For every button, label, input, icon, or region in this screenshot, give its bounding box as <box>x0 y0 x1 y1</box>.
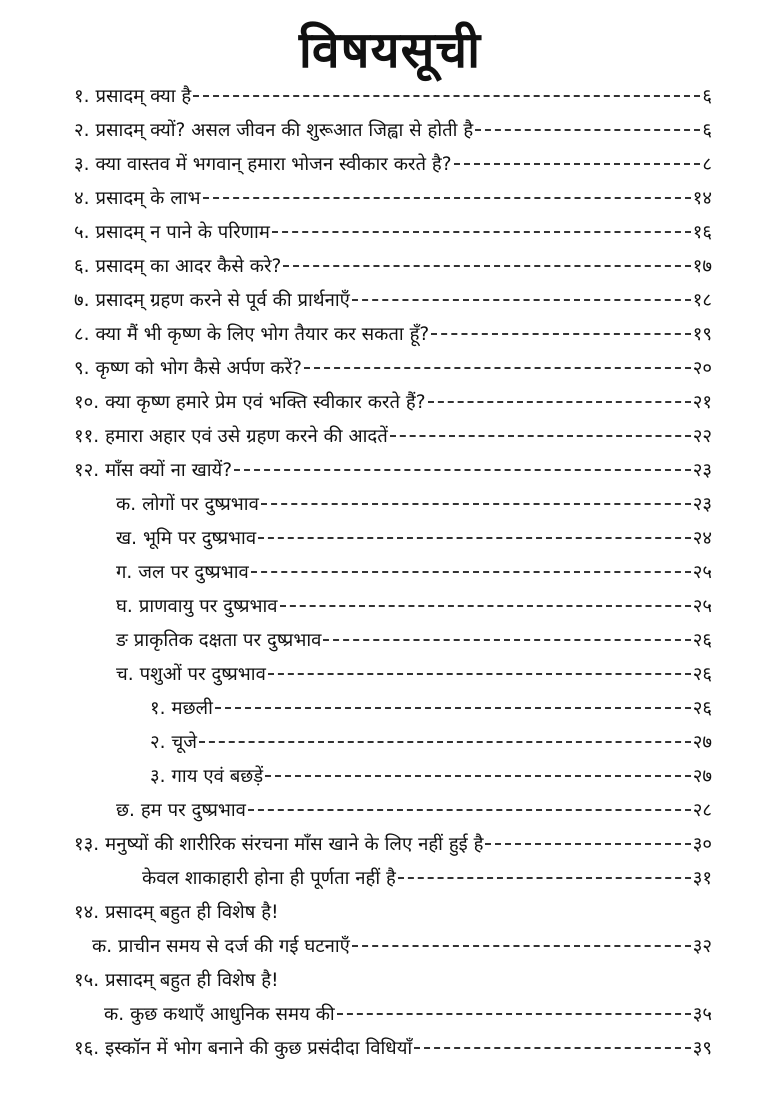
toc-entry-title: प्राणवायु पर दुष्प्रभाव <box>138 595 278 617</box>
toc-entry[interactable] <box>116 658 712 688</box>
toc-entry-page: २६ <box>692 663 712 685</box>
toc-entry-page: २३ <box>692 459 712 481</box>
toc-entry-page: ३९ <box>692 1037 712 1059</box>
toc-entry-number: १. <box>150 697 166 719</box>
toc-entry[interactable] <box>116 556 712 586</box>
toc-entry-title: इस्कॉन में भोग बनाने की कुछ प्रसंदीदा विधियाँ <box>105 1037 413 1059</box>
toc-entry[interactable] <box>74 250 712 280</box>
toc-entry-page: ३० <box>692 833 712 855</box>
toc-entry-page: १९ <box>692 323 712 345</box>
toc-leader <box>475 119 700 139</box>
toc-entry[interactable] <box>74 284 712 314</box>
toc-entry-page: १४ <box>692 187 712 209</box>
toc-entry-page: २६ <box>692 629 712 651</box>
toc-entry-number: १४. <box>74 901 100 923</box>
toc-entry-number: ग. <box>116 561 133 583</box>
toc-leader <box>431 323 691 343</box>
toc-entry-number: १५. <box>74 969 100 991</box>
toc-leader <box>304 357 691 377</box>
toc-entry[interactable] <box>74 216 712 246</box>
toc-entry-title: कृष्ण को भोग कैसे अर्पण करें? <box>95 357 302 379</box>
toc-entry-title: जल पर दुष्प्रभाव <box>138 561 249 583</box>
toc-entry-title: क्या मैं भी कृष्ण के लिए भोग तैयार कर सकता हूँ? <box>95 323 430 345</box>
toc-entry-title: मनुष्यों की शारीरिक संरचना माँस खाने के लिए नहीं हुई है <box>105 833 484 855</box>
toc-entry-page: २३ <box>692 493 712 515</box>
toc-entry-page: २५ <box>692 595 712 617</box>
toc-leader <box>234 459 691 479</box>
toc-entry[interactable] <box>150 760 712 790</box>
toc-leader <box>215 697 691 717</box>
toc-entry-number: ११. <box>74 425 100 447</box>
toc-entry-page: ३१ <box>692 867 712 889</box>
toc-entry-page: २५ <box>692 561 712 583</box>
toc-leader <box>337 1003 691 1023</box>
toc-entry[interactable] <box>74 1032 712 1062</box>
toc-leader <box>280 595 691 615</box>
toc-entry[interactable] <box>74 896 712 926</box>
toc-entry-page: ८ <box>702 153 712 175</box>
toc-entry-number: १२. <box>74 459 100 481</box>
toc-entry-number: क. <box>92 935 113 957</box>
toc-entry-number: १६. <box>74 1037 100 1059</box>
toc-entry-page: २६ <box>692 697 712 719</box>
toc-entry-title: लोगों पर दुष्प्रभाव <box>142 493 259 515</box>
toc-entry-title: क्या वास्तव में भगवान् हमारा भोजन स्वीकार करते है? <box>95 153 452 175</box>
toc-entry-title: केवल शाकाहारी होना ही पूर्णता नहीं है <box>142 867 396 889</box>
toc-entry-page: २७ <box>692 765 712 787</box>
toc-entry-page: १८ <box>692 289 712 311</box>
toc-entry[interactable] <box>116 488 712 518</box>
toc-entry-number: क. <box>116 493 137 515</box>
toc-entry-title: प्रसादम् क्या है <box>95 85 192 107</box>
toc-entry-page: २८ <box>692 799 712 821</box>
toc-entry-number: क. <box>104 1003 125 1025</box>
toc-entry-page: २१ <box>692 391 712 413</box>
toc-entry[interactable] <box>92 930 712 960</box>
toc-leader <box>258 527 691 547</box>
toc-entry-number: ५. <box>74 221 90 243</box>
toc-entry-title: प्रसादम् बहुत ही विशेष है! <box>105 969 279 991</box>
toc-entry-title: गाय एवं बछड़ें <box>171 765 264 787</box>
toc-leader <box>272 221 691 241</box>
page-title: विषयसूची <box>298 21 482 79</box>
toc-entry-number: २. <box>74 119 90 141</box>
toc-entry-title: प्रसादम् के लाभ <box>95 187 201 209</box>
toc-leader <box>323 629 690 649</box>
toc-entry[interactable] <box>104 998 712 1028</box>
toc-leader <box>390 425 691 445</box>
toc-entry-title: चूजे <box>171 731 197 753</box>
toc-entry-title: क्या कृष्ण हमारे प्रेम एवं भक्ति स्वीकार करते हैं? <box>105 391 426 413</box>
toc-leader <box>268 663 691 683</box>
toc-leader <box>193 85 700 105</box>
toc-entry[interactable] <box>116 624 712 654</box>
toc-entry-number: घ. <box>116 595 133 617</box>
toc-entry-number: २. <box>150 731 166 753</box>
toc-entry-title: भूमि पर दुष्प्रभाव <box>143 527 257 549</box>
toc-entry[interactable] <box>150 692 712 722</box>
toc-entry-title: प्रसादम् न पाने के परिणाम <box>95 221 270 243</box>
toc-entry[interactable] <box>74 148 712 178</box>
toc-leader <box>265 765 691 785</box>
toc-entry-number: छ. <box>116 799 135 821</box>
toc-entry[interactable] <box>74 318 712 348</box>
toc-leader <box>428 391 691 411</box>
toc-entry-number: ७. <box>74 289 90 311</box>
toc-entry-number: च. <box>116 663 134 685</box>
toc-entry-number: १. <box>74 85 90 107</box>
toc-entry-title: प्राचीन समय से दर्ज की गई घटनाएँ <box>118 935 350 957</box>
toc-entry[interactable] <box>74 454 712 484</box>
toc-entry-number: ४. <box>74 187 90 209</box>
toc-entry-number: ३. <box>74 153 90 175</box>
toc-entry-page: २४ <box>692 527 712 549</box>
toc-leader <box>454 153 701 173</box>
toc-entry[interactable] <box>74 828 712 858</box>
toc-entry[interactable] <box>74 420 712 450</box>
toc-entry-number: ३. <box>150 765 166 787</box>
toc-entry[interactable] <box>142 862 712 892</box>
toc-leader <box>414 1037 691 1057</box>
toc-entry-number: ९. <box>74 357 90 379</box>
toc-entry-number: ६. <box>74 255 90 277</box>
toc-entry-title: हमारा अहार एवं उसे ग्रहण करने की आदतें <box>105 425 388 447</box>
toc-entry[interactable] <box>150 726 712 756</box>
table-of-contents <box>0 80 780 1090</box>
toc-entry-number: १०. <box>74 391 100 413</box>
toc-leader <box>248 799 691 819</box>
toc-entry-page: २७ <box>692 731 712 753</box>
toc-entry[interactable] <box>116 590 712 620</box>
toc-entry-title: माँस क्यों ना खायें? <box>105 459 233 481</box>
toc-entry-title: हम पर दुष्प्रभाव <box>140 799 246 821</box>
toc-entry[interactable] <box>116 522 712 552</box>
toc-entry-page: ३५ <box>692 1003 712 1025</box>
toc-entry-number: ङ <box>116 629 128 651</box>
toc-entry-page: १६ <box>692 221 712 243</box>
toc-entry-page: २२ <box>692 425 712 447</box>
toc-leader <box>283 255 690 275</box>
toc-entry-page: ३२ <box>692 935 712 957</box>
toc-leader <box>203 187 691 207</box>
toc-entry-title: प्रसादम् क्यों? असल जीवन की शुरूआत जिह्वा से होती है <box>95 119 474 141</box>
toc-entry-page: ६ <box>702 119 712 141</box>
toc-entry-number: १३. <box>74 833 100 855</box>
toc-entry[interactable] <box>74 182 712 212</box>
toc-leader <box>199 731 691 751</box>
toc-entry[interactable] <box>116 794 712 824</box>
toc-entry[interactable] <box>74 964 712 994</box>
toc-leader <box>251 561 691 581</box>
toc-entry-number: ख. <box>116 527 138 549</box>
toc-leader <box>352 289 691 309</box>
toc-entry-page: १७ <box>692 255 712 277</box>
toc-entry-page: २० <box>692 357 712 379</box>
toc-entry[interactable] <box>74 386 712 416</box>
toc-entry[interactable] <box>74 114 712 144</box>
toc-leader <box>352 935 691 955</box>
toc-leader <box>485 833 690 853</box>
toc-entry-title: प्रसादम् का आदर कैसे करे? <box>95 255 282 277</box>
toc-entry-title: प्रसादम् बहुत ही विशेष है! <box>105 901 279 923</box>
toc-entry-title: कुछ कथाएँ आधुनिक समय की <box>130 1003 335 1025</box>
toc-leader <box>261 493 691 513</box>
toc-entry[interactable] <box>74 80 712 110</box>
toc-entry-title: प्राकृतिक दक्षता पर दुष्प्रभाव <box>133 629 322 651</box>
toc-entry-title: पशुओं पर दुष्प्रभाव <box>139 663 266 685</box>
toc-entry-number: ८. <box>74 323 90 345</box>
toc-entry-title: प्रसादम् ग्रहण करने से पूर्व की प्रार्थनाएँ <box>95 289 350 311</box>
toc-entry-title: मछली <box>171 697 213 719</box>
toc-entry[interactable] <box>74 352 712 382</box>
toc-entry-page: ६ <box>702 85 712 107</box>
toc-leader <box>398 867 691 887</box>
